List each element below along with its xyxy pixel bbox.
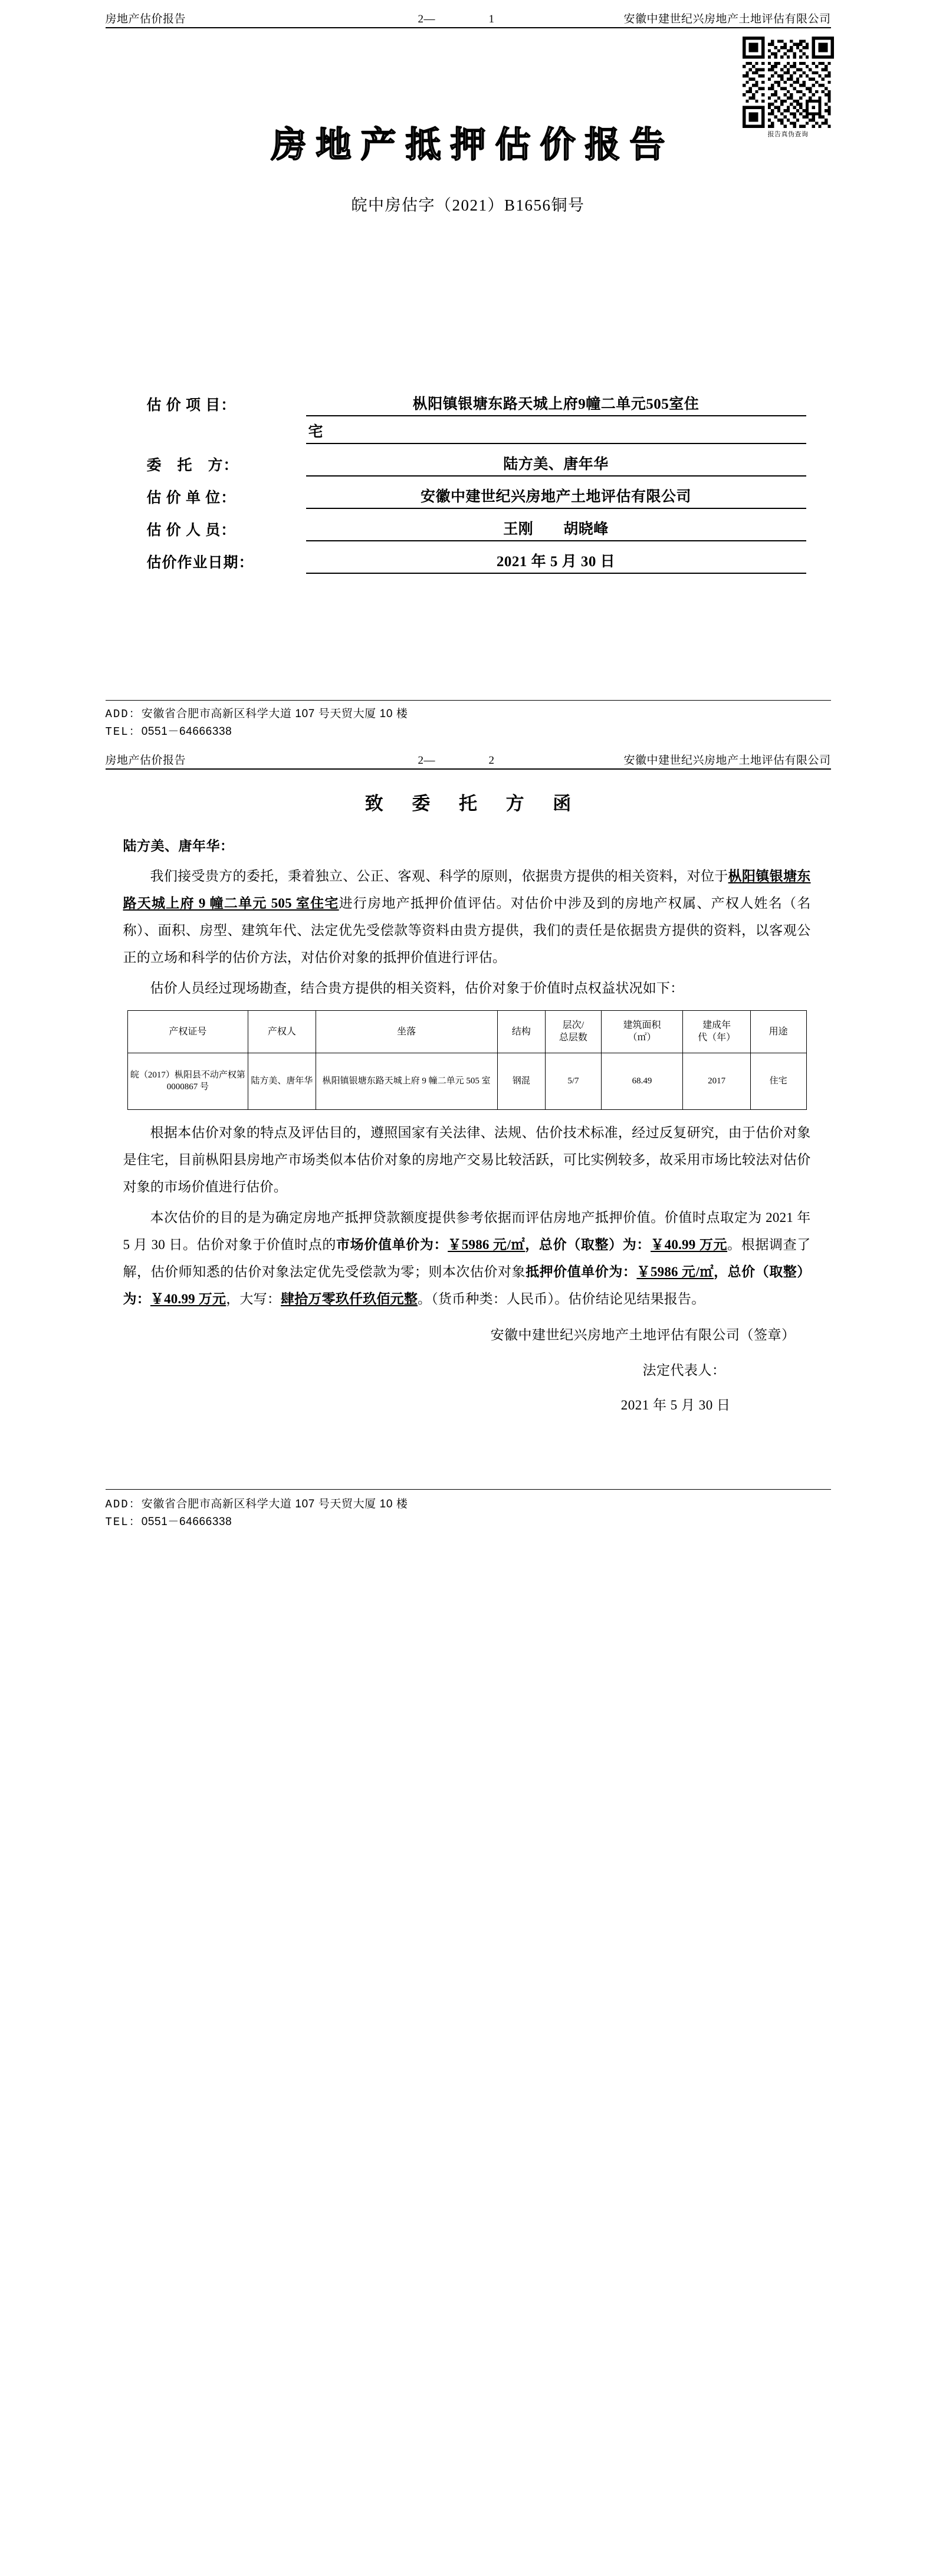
field-value-appraisers[interactable]: 王刚 胡晓峰 [306,517,806,541]
signature-block [106,1322,831,1418]
th-floor-line2: 总层数 [559,1033,587,1043]
td-structure: 钢混 [497,1053,545,1109]
footer2-address-label: ADD： [105,1497,142,1511]
letter-salutation: 陆方美、唐年华： [123,838,234,853]
qr-code-image [743,37,834,128]
para4-text-f: ，总价（取整）为： [123,1264,811,1306]
table-row [127,1053,806,1109]
field-value-client[interactable]: 陆方美、唐年华 [306,452,806,477]
page2-footer [106,1490,831,1532]
para4-text-g: ，大写： [226,1291,281,1306]
td-use: 住宅 [750,1053,806,1109]
header-doc-type-2: 房地产估价报告 [105,754,186,767]
cover-form [106,392,831,574]
th-year-line1: 建成年 [702,1020,731,1030]
para1-text-b: 进行房地产抵押价值评估。对估价中涉及到的房地产权属、产权人姓名（名称）、面积、房型、建筑年代、法定优先受偿款等资料由贵方提供，我们的责任是依据贵方提供的资料，以客观公正的立场和科学的估价方法，对估价对象的抵押价值进行评估。 [123,895,811,965]
th-floor [546,1010,602,1053]
footer-address-line [106,705,831,723]
header-page-marker [359,13,536,26]
th-location: 坐落 [316,1010,497,1053]
footer-tel-line [106,723,831,741]
signature-legal-representative: 法定代表人： [642,1362,726,1378]
page2-spacer [0,1418,936,1489]
para4-text-c: ，总价（取整）为： [525,1237,651,1252]
letter-body [106,835,831,1313]
header-page-number: 1 [488,13,495,25]
field-label-date: 估价作业日期： [146,555,254,571]
td-location: 枞阳镇银塘东路天城上府 9 幢二单元 505 室 [316,1053,497,1109]
field-label-project-cont [147,442,306,444]
header-doc-type: 房地产估价报告 [105,13,186,25]
footer-address-label: ADD： [105,708,142,721]
qr-code-block [734,37,842,139]
footer2-tel-line [106,1513,831,1531]
header-page-prefix: 2— [418,13,435,25]
td-floor: 5/7 [546,1053,602,1109]
para4-text-d: 。根据调查了解，估价师知悉的估价对象法定优先受偿款为零；则本次估价对象 [123,1237,811,1279]
cover-subtitle: 皖中房估字（2021）B1656铜号 [351,196,585,214]
para4-text-h: 。（货币种类：人民币）。估价结论见结果报告。 [418,1291,705,1306]
para4-amount-in-words: 肆拾万零玖仟玖佰元整 [281,1291,418,1306]
letter-title: 致 委 托 方 函 [364,793,583,814]
signature-company: 安徽中建世纪兴房地产土地评估有限公司（签章） [490,1327,796,1342]
footer2-tel-label: TEL： [105,1516,142,1529]
td-cert-no: 皖（2017）枞阳县不动产权第0000867 号 [127,1053,248,1109]
running-header-page2 [106,741,831,768]
field-row-date [147,550,806,574]
td-year: 2017 [683,1053,750,1109]
field-row-appraisers [147,517,806,541]
para1-text-a: 我们接受贵方的委托，秉着独立、公正、客观、科学的原则，依据贵方提供的相关资料，对位于 [150,868,728,883]
para1-subject-underlined: 枞阳镇银塘东路天城上府 9 幢二单元 505 室住宅 [123,868,811,911]
field-label-appraisal-firm: 估 价 单 位： [146,490,237,506]
cover-title: 房地产抵押估价报告 [271,125,675,165]
paragraph-2: 估价人员经过现场勘查，结合贵方提供的相关资料，估价对象于价值时点权益状况如下： [150,980,684,995]
letter-page [0,741,936,1532]
field-row-appraisal-firm [147,485,806,509]
th-cert-no: 产权证号 [127,1010,248,1053]
field-row-project [147,392,806,416]
field-row-client [147,452,806,477]
header-company-name: 安徽中建世纪兴房地产土地评估有限公司 [623,13,831,25]
field-label-client: 委 托 方： [146,458,239,474]
para4-market-unit-price-value: ￥5986 元/㎡ [448,1237,526,1252]
para4-market-total-price-value: ￥40.99 万元 [651,1237,728,1252]
th-area-line1: 建筑面积 [623,1020,661,1030]
th-floor-line1: 层次/ [562,1020,584,1030]
th-owner: 产权人 [248,1010,316,1053]
qr-caption: 报告真伪查询 [767,131,809,138]
td-owner: 陆方美、唐年华 [248,1053,316,1109]
field-value-appraisal-firm[interactable]: 安徽中建世纪兴房地产土地评估有限公司 [306,485,806,509]
header-rule [106,27,831,28]
field-row-project-cont [147,420,806,444]
property-details-table [127,1010,807,1110]
paragraph-1 [123,863,811,971]
para4-mortgage-unit-price-value: ￥5986 元/㎡ [636,1264,714,1279]
signature-date: 2021 年 5 月 30 日 [620,1398,731,1413]
td-area: 68.49 [601,1053,683,1109]
th-use: 用途 [750,1010,806,1053]
footer2-address-line [106,1496,831,1513]
header-page-marker-2 [359,754,536,767]
footer-address-value: 安徽省合肥市高新区科学大道 107 号天贸大厦 10 楼 [141,708,408,720]
header-page-number-2: 2 [488,754,495,767]
field-label-appraisers: 估 价 人 员： [146,523,237,538]
para4-market-unit-price-label: 市场价值单价为： [336,1237,448,1252]
para4-text-a: 本次估价的目的是为确定房地产抵押贷款额度提供参考依据而评估房地产抵押价值。价值时点取定为 2021 年 5 月 30 日。估价对象于价值时点的 [123,1210,811,1252]
field-value-project[interactable]: 枞阳镇银塘东路天城上府9幢二单元505室住 [306,392,806,416]
th-year-line2: 代（年） [698,1033,736,1043]
header-company-name-2: 安徽中建世纪兴房地产土地评估有限公司 [623,754,831,767]
para4-mortgage-unit-price-label: 抵押价值单价为： [526,1264,637,1279]
field-label-project: 估 价 项 目： [146,397,237,413]
th-area [601,1010,683,1053]
paragraph-3: 根据本估价对象的特点及评估目的，遵照国家有关法律、法规、估价技术标准，经过反复研究，由于估价对象是住宅，目前枞阳县房地产市场类似本估价对象的房地产交易比较活跃，可比实例较多，故采用市场比较法对估价对象的市场价值进行估价。 [123,1125,811,1194]
footer-tel-value: 0551－64666338 [141,725,232,738]
footer2-address-value: 安徽省合肥市高新区科学大道 107 号天贸大厦 10 楼 [141,1497,408,1510]
paragraph-4 [123,1204,811,1313]
header-rule-2 [106,768,831,770]
th-structure: 结构 [497,1010,545,1053]
th-year [683,1010,750,1053]
running-header-page1 [106,0,831,27]
table-header-row [127,1010,806,1053]
field-value-project-cont[interactable]: 宅 [306,420,806,444]
footer2-tel-value: 0551－64666338 [141,1516,232,1529]
header-page-prefix-2: 2— [418,754,435,767]
th-area-line2: （㎡） [628,1033,656,1043]
cover-footer [106,701,831,741]
cover-spacer [0,582,936,700]
footer-tel-label: TEL： [105,725,142,739]
field-value-date[interactable]: 2021 年 5 月 30 日 [306,550,806,574]
cover-page [0,0,936,741]
para4-mortgage-total-price-value: ￥40.99 万元 [150,1291,226,1306]
